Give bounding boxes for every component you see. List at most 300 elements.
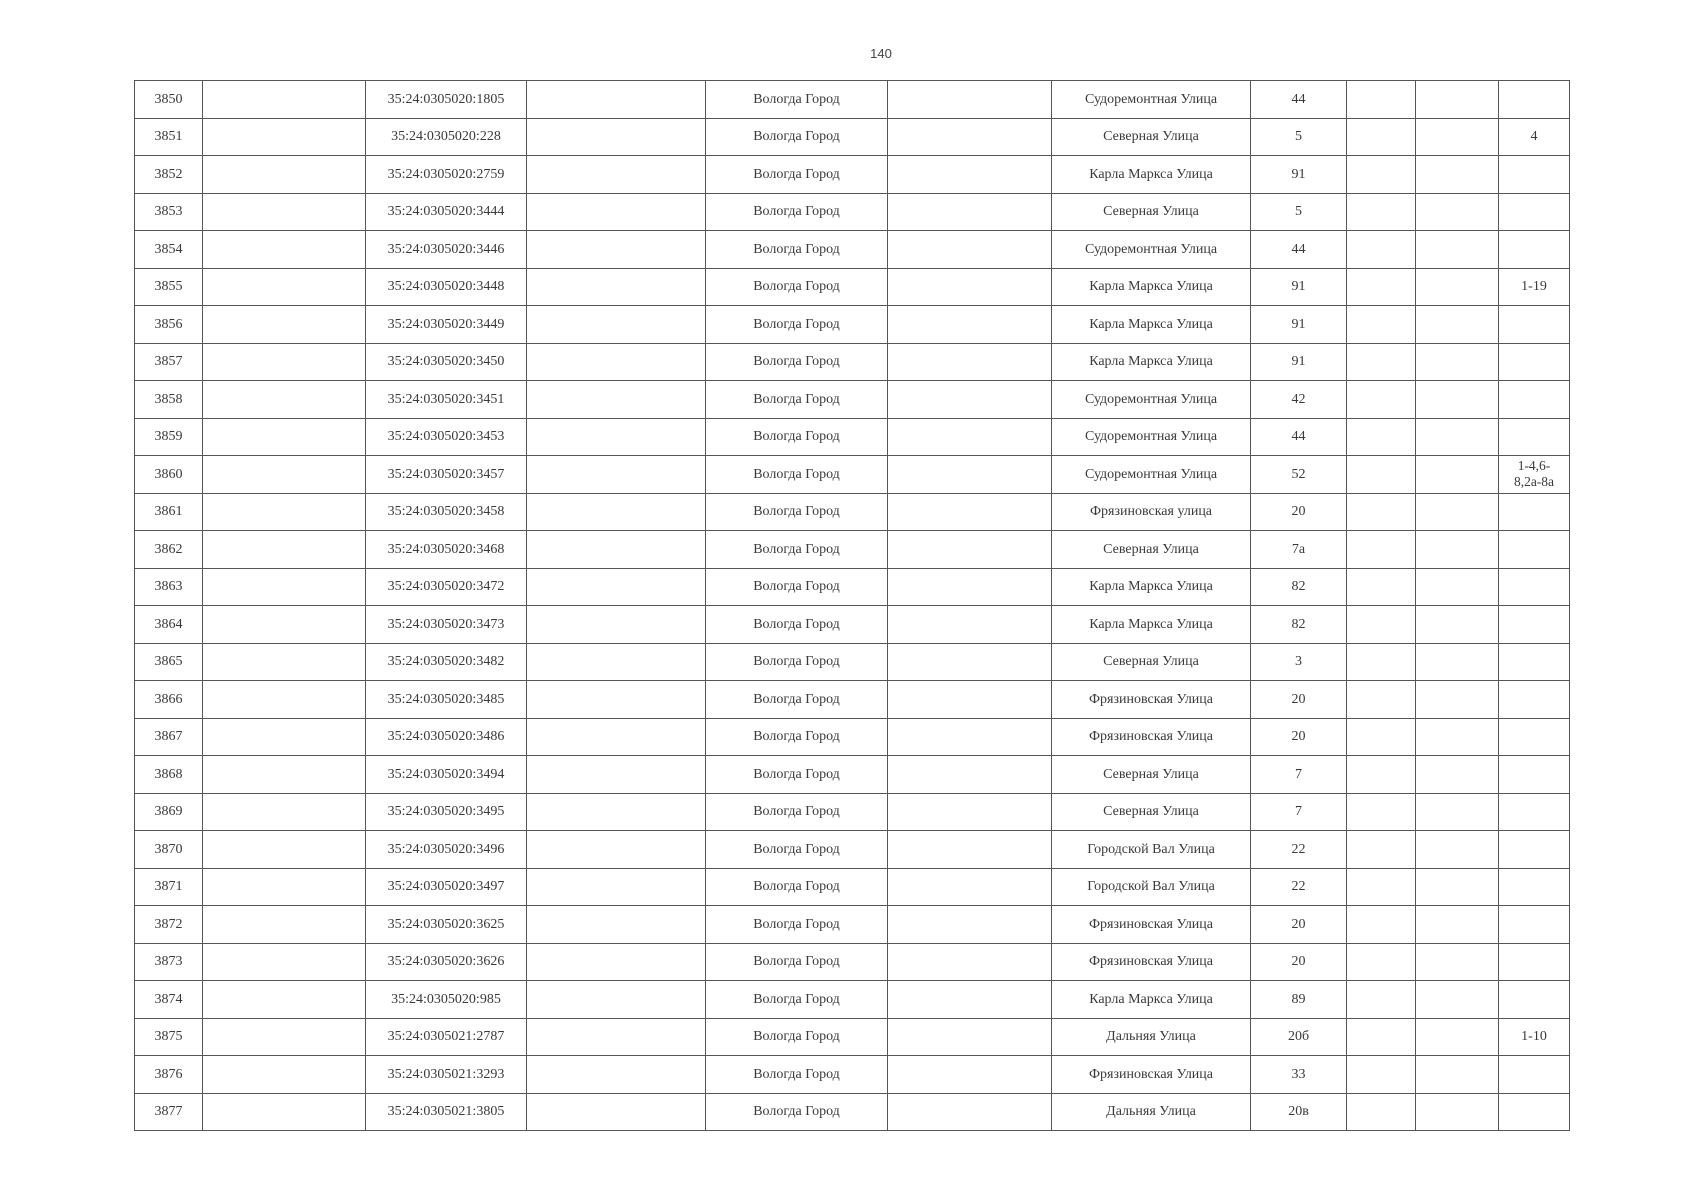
page-number: 140	[870, 46, 892, 61]
empty-cell	[1347, 1018, 1416, 1056]
empty-cell	[888, 306, 1052, 344]
empty-cell	[527, 1018, 706, 1056]
empty-cell	[888, 1056, 1052, 1094]
empty-cell	[1416, 681, 1499, 719]
house-number-cell: 20	[1251, 681, 1347, 719]
empty-cell	[1347, 493, 1416, 531]
city-cell: Вологда Город	[706, 306, 888, 344]
city-cell: Вологда Город	[706, 231, 888, 269]
table-row	[135, 531, 1570, 569]
empty-cell	[203, 568, 366, 606]
city-cell: Вологда Город	[706, 831, 888, 869]
empty-cell	[1347, 231, 1416, 269]
empty-cell	[1416, 906, 1499, 944]
house-number-cell: 44	[1251, 81, 1347, 119]
row-number-cell: 3868	[135, 756, 203, 794]
street-cell: Карла Маркса Улица	[1052, 156, 1251, 194]
street-cell: Городской Вал Улица	[1052, 831, 1251, 869]
house-number-cell: 20	[1251, 493, 1347, 531]
empty-cell	[1416, 81, 1499, 119]
empty-cell	[1347, 268, 1416, 306]
empty-cell	[527, 456, 706, 494]
table-row	[135, 306, 1570, 344]
empty-cell	[888, 268, 1052, 306]
street-cell: Судоремонтная Улица	[1052, 418, 1251, 456]
empty-cell	[527, 493, 706, 531]
empty-cell	[888, 981, 1052, 1019]
street-cell: Фрязиновская Улица	[1052, 906, 1251, 944]
empty-cell	[888, 568, 1052, 606]
street-cell: Карла Маркса Улица	[1052, 343, 1251, 381]
empty-cell	[527, 381, 706, 419]
cadastral-number-cell: 35:24:0305020:3453	[366, 418, 527, 456]
row-number-cell: 3872	[135, 906, 203, 944]
flats-cell	[1499, 1056, 1570, 1094]
street-cell: Дальняя Улица	[1052, 1018, 1251, 1056]
empty-cell	[1347, 756, 1416, 794]
empty-cell	[527, 1056, 706, 1094]
empty-cell	[1416, 868, 1499, 906]
city-cell: Вологда Город	[706, 493, 888, 531]
empty-cell	[203, 493, 366, 531]
empty-cell	[203, 1056, 366, 1094]
city-cell: Вологда Город	[706, 381, 888, 419]
empty-cell	[1347, 606, 1416, 644]
flats-cell	[1499, 418, 1570, 456]
empty-cell	[203, 943, 366, 981]
empty-cell	[1416, 381, 1499, 419]
empty-cell	[1416, 156, 1499, 194]
empty-cell	[1416, 418, 1499, 456]
table-row	[135, 1018, 1570, 1056]
street-cell: Судоремонтная Улица	[1052, 456, 1251, 494]
cadastral-number-cell: 35:24:0305020:3449	[366, 306, 527, 344]
empty-cell	[888, 681, 1052, 719]
row-number-cell: 3863	[135, 568, 203, 606]
empty-cell	[1416, 531, 1499, 569]
table-row	[135, 943, 1570, 981]
empty-cell	[888, 381, 1052, 419]
row-number-cell: 3870	[135, 831, 203, 869]
flats-cell	[1499, 493, 1570, 531]
city-cell: Вологда Город	[706, 943, 888, 981]
empty-cell	[527, 568, 706, 606]
empty-cell	[1416, 756, 1499, 794]
street-cell: Северная Улица	[1052, 793, 1251, 831]
row-number-cell: 3865	[135, 643, 203, 681]
flats-cell	[1499, 831, 1570, 869]
cadastral-number-cell: 35:24:0305020:3482	[366, 643, 527, 681]
empty-cell	[203, 156, 366, 194]
cadastral-number-cell: 35:24:0305020:3472	[366, 568, 527, 606]
empty-cell	[527, 156, 706, 194]
flats-cell	[1499, 643, 1570, 681]
row-number-cell: 3856	[135, 306, 203, 344]
table-row	[135, 681, 1570, 719]
city-cell: Вологда Город	[706, 456, 888, 494]
row-number-cell: 3876	[135, 1056, 203, 1094]
house-number-cell: 20	[1251, 943, 1347, 981]
house-number-cell: 7а	[1251, 531, 1347, 569]
empty-cell	[1347, 718, 1416, 756]
city-cell: Вологда Город	[706, 868, 888, 906]
empty-cell	[203, 793, 366, 831]
empty-cell	[527, 793, 706, 831]
table-body	[135, 81, 1570, 1131]
empty-cell	[527, 268, 706, 306]
cadastral-number-cell: 35:24:0305021:2787	[366, 1018, 527, 1056]
house-number-cell: 44	[1251, 418, 1347, 456]
city-cell: Вологда Город	[706, 981, 888, 1019]
city-cell: Вологда Город	[706, 1093, 888, 1131]
table-row	[135, 456, 1570, 494]
empty-cell	[203, 418, 366, 456]
empty-cell	[1347, 531, 1416, 569]
house-number-cell: 3	[1251, 643, 1347, 681]
cadastral-number-cell: 35:24:0305020:3444	[366, 193, 527, 231]
empty-cell	[527, 306, 706, 344]
street-cell: Судоремонтная Улица	[1052, 231, 1251, 269]
empty-cell	[203, 306, 366, 344]
flats-cell	[1499, 681, 1570, 719]
empty-cell	[527, 868, 706, 906]
flats-cell	[1499, 306, 1570, 344]
city-cell: Вологда Город	[706, 643, 888, 681]
table-row	[135, 493, 1570, 531]
empty-cell	[888, 906, 1052, 944]
empty-cell	[1347, 456, 1416, 494]
table-row	[135, 981, 1570, 1019]
empty-cell	[203, 831, 366, 869]
cadastral-number-cell: 35:24:0305020:3494	[366, 756, 527, 794]
empty-cell	[527, 681, 706, 719]
empty-cell	[203, 643, 366, 681]
empty-cell	[1347, 681, 1416, 719]
flats-cell	[1499, 568, 1570, 606]
empty-cell	[888, 868, 1052, 906]
table-row	[135, 568, 1570, 606]
flats-cell: 1-4,6-8,2а-8а	[1499, 456, 1570, 494]
street-cell: Городской Вал Улица	[1052, 868, 1251, 906]
empty-cell	[1416, 493, 1499, 531]
empty-cell	[888, 1093, 1052, 1131]
row-number-cell: 3866	[135, 681, 203, 719]
house-number-cell: 20	[1251, 906, 1347, 944]
table-row	[135, 868, 1570, 906]
empty-cell	[203, 606, 366, 644]
flats-cell	[1499, 868, 1570, 906]
empty-cell	[1416, 981, 1499, 1019]
empty-cell	[888, 831, 1052, 869]
cadastral-number-cell: 35:24:0305020:3625	[366, 906, 527, 944]
empty-cell	[203, 118, 366, 156]
cadastral-number-cell: 35:24:0305020:3446	[366, 231, 527, 269]
street-cell: Судоремонтная Улица	[1052, 81, 1251, 119]
empty-cell	[888, 156, 1052, 194]
cadastral-number-cell: 35:24:0305020:3486	[366, 718, 527, 756]
row-number-cell: 3873	[135, 943, 203, 981]
city-cell: Вологда Город	[706, 1056, 888, 1094]
house-number-cell: 82	[1251, 606, 1347, 644]
table-row	[135, 718, 1570, 756]
empty-cell	[203, 756, 366, 794]
empty-cell	[1416, 1093, 1499, 1131]
empty-cell	[1347, 156, 1416, 194]
empty-cell	[1347, 568, 1416, 606]
street-cell: Северная Улица	[1052, 118, 1251, 156]
street-cell: Северная Улица	[1052, 193, 1251, 231]
empty-cell	[527, 231, 706, 269]
flats-cell	[1499, 231, 1570, 269]
house-number-cell: 7	[1251, 756, 1347, 794]
row-number-cell: 3855	[135, 268, 203, 306]
table-row	[135, 756, 1570, 794]
flats-cell	[1499, 1093, 1570, 1131]
row-number-cell: 3874	[135, 981, 203, 1019]
street-cell: Дальняя Улица	[1052, 1093, 1251, 1131]
table-row	[135, 156, 1570, 194]
empty-cell	[1416, 1018, 1499, 1056]
empty-cell	[888, 118, 1052, 156]
empty-cell	[888, 718, 1052, 756]
city-cell: Вологда Город	[706, 606, 888, 644]
house-number-cell: 33	[1251, 1056, 1347, 1094]
house-number-cell: 91	[1251, 343, 1347, 381]
street-cell: Северная Улица	[1052, 756, 1251, 794]
empty-cell	[527, 193, 706, 231]
empty-cell	[888, 193, 1052, 231]
cadastral-number-cell: 35:24:0305020:3495	[366, 793, 527, 831]
empty-cell	[203, 1093, 366, 1131]
empty-cell	[203, 681, 366, 719]
empty-cell	[527, 831, 706, 869]
table-row	[135, 831, 1570, 869]
register-table	[134, 80, 1570, 1131]
empty-cell	[203, 906, 366, 944]
flats-cell	[1499, 381, 1570, 419]
empty-cell	[888, 418, 1052, 456]
empty-cell	[888, 606, 1052, 644]
table-row	[135, 606, 1570, 644]
flats-cell	[1499, 906, 1570, 944]
row-number-cell: 3875	[135, 1018, 203, 1056]
empty-cell	[888, 456, 1052, 494]
table-row	[135, 343, 1570, 381]
city-cell: Вологда Город	[706, 793, 888, 831]
empty-cell	[888, 81, 1052, 119]
table-row	[135, 793, 1570, 831]
empty-cell	[527, 531, 706, 569]
cadastral-number-cell: 35:24:0305020:3451	[366, 381, 527, 419]
row-number-cell: 3859	[135, 418, 203, 456]
street-cell: Фрязиновская Улица	[1052, 1056, 1251, 1094]
cadastral-number-cell: 35:24:0305020:3458	[366, 493, 527, 531]
empty-cell	[527, 756, 706, 794]
empty-cell	[888, 643, 1052, 681]
cadastral-number-cell: 35:24:0305020:3485	[366, 681, 527, 719]
street-cell: Фрязиновская Улица	[1052, 943, 1251, 981]
house-number-cell: 22	[1251, 831, 1347, 869]
cadastral-number-cell: 35:24:0305020:3468	[366, 531, 527, 569]
flats-cell	[1499, 981, 1570, 1019]
row-number-cell: 3867	[135, 718, 203, 756]
street-cell: Северная Улица	[1052, 643, 1251, 681]
street-cell: Фрязиновская улица	[1052, 493, 1251, 531]
flats-cell	[1499, 943, 1570, 981]
cadastral-number-cell: 35:24:0305021:3805	[366, 1093, 527, 1131]
empty-cell	[527, 943, 706, 981]
row-number-cell: 3857	[135, 343, 203, 381]
empty-cell	[527, 343, 706, 381]
city-cell: Вологда Город	[706, 681, 888, 719]
empty-cell	[888, 943, 1052, 981]
cadastral-number-cell: 35:24:0305021:3293	[366, 1056, 527, 1094]
street-cell: Карла Маркса Улица	[1052, 568, 1251, 606]
empty-cell	[527, 118, 706, 156]
empty-cell	[1347, 118, 1416, 156]
cadastral-number-cell: 35:24:0305020:1805	[366, 81, 527, 119]
cadastral-number-cell: 35:24:0305020:3457	[366, 456, 527, 494]
empty-cell	[888, 231, 1052, 269]
empty-cell	[1347, 831, 1416, 869]
empty-cell	[1347, 418, 1416, 456]
flats-cell	[1499, 193, 1570, 231]
house-number-cell: 20	[1251, 718, 1347, 756]
empty-cell	[1416, 231, 1499, 269]
empty-cell	[203, 231, 366, 269]
empty-cell	[527, 81, 706, 119]
flats-cell	[1499, 81, 1570, 119]
row-number-cell: 3854	[135, 231, 203, 269]
flats-cell: 1-19	[1499, 268, 1570, 306]
flats-cell	[1499, 718, 1570, 756]
empty-cell	[1347, 1056, 1416, 1094]
house-number-cell: 52	[1251, 456, 1347, 494]
empty-cell	[527, 981, 706, 1019]
house-number-cell: 89	[1251, 981, 1347, 1019]
row-number-cell: 3852	[135, 156, 203, 194]
house-number-cell: 91	[1251, 156, 1347, 194]
table-row	[135, 1093, 1570, 1131]
street-cell: Фрязиновская Улица	[1052, 718, 1251, 756]
street-cell: Карла Маркса Улица	[1052, 306, 1251, 344]
cadastral-number-cell: 35:24:0305020:3448	[366, 268, 527, 306]
row-number-cell: 3850	[135, 81, 203, 119]
empty-cell	[1416, 193, 1499, 231]
house-number-cell: 5	[1251, 118, 1347, 156]
city-cell: Вологда Город	[706, 156, 888, 194]
empty-cell	[888, 531, 1052, 569]
row-number-cell: 3853	[135, 193, 203, 231]
empty-cell	[888, 343, 1052, 381]
empty-cell	[203, 456, 366, 494]
empty-cell	[1416, 568, 1499, 606]
cadastral-number-cell: 35:24:0305020:3450	[366, 343, 527, 381]
street-cell: Карла Маркса Улица	[1052, 268, 1251, 306]
row-number-cell: 3871	[135, 868, 203, 906]
empty-cell	[888, 793, 1052, 831]
city-cell: Вологда Город	[706, 718, 888, 756]
city-cell: Вологда Город	[706, 118, 888, 156]
city-cell: Вологда Город	[706, 268, 888, 306]
empty-cell	[203, 343, 366, 381]
empty-cell	[1416, 718, 1499, 756]
house-number-cell: 20в	[1251, 1093, 1347, 1131]
city-cell: Вологда Город	[706, 81, 888, 119]
empty-cell	[1416, 606, 1499, 644]
empty-cell	[1416, 1056, 1499, 1094]
cadastral-number-cell: 35:24:0305020:228	[366, 118, 527, 156]
city-cell: Вологда Город	[706, 568, 888, 606]
empty-cell	[203, 381, 366, 419]
flats-cell	[1499, 606, 1570, 644]
house-number-cell: 44	[1251, 231, 1347, 269]
row-number-cell: 3877	[135, 1093, 203, 1131]
empty-cell	[203, 981, 366, 1019]
house-number-cell: 7	[1251, 793, 1347, 831]
empty-cell	[1416, 456, 1499, 494]
house-number-cell: 22	[1251, 868, 1347, 906]
table-row	[135, 1056, 1570, 1094]
street-cell: Карла Маркса Улица	[1052, 981, 1251, 1019]
cadastral-number-cell: 35:24:0305020:3626	[366, 943, 527, 981]
flats-cell: 4	[1499, 118, 1570, 156]
house-number-cell: 82	[1251, 568, 1347, 606]
empty-cell	[1416, 343, 1499, 381]
empty-cell	[1347, 193, 1416, 231]
house-number-cell: 5	[1251, 193, 1347, 231]
table-row	[135, 231, 1570, 269]
street-cell: Фрязиновская Улица	[1052, 681, 1251, 719]
table-row	[135, 81, 1570, 119]
empty-cell	[527, 906, 706, 944]
street-cell: Судоремонтная Улица	[1052, 381, 1251, 419]
row-number-cell: 3862	[135, 531, 203, 569]
empty-cell	[203, 531, 366, 569]
empty-cell	[1347, 906, 1416, 944]
empty-cell	[527, 418, 706, 456]
empty-cell	[1347, 943, 1416, 981]
empty-cell	[203, 868, 366, 906]
table-row	[135, 381, 1570, 419]
street-cell: Карла Маркса Улица	[1052, 606, 1251, 644]
flats-cell	[1499, 343, 1570, 381]
street-cell: Северная Улица	[1052, 531, 1251, 569]
empty-cell	[1347, 81, 1416, 119]
empty-cell	[203, 193, 366, 231]
table-row	[135, 906, 1570, 944]
flats-cell	[1499, 756, 1570, 794]
city-cell: Вологда Город	[706, 343, 888, 381]
empty-cell	[527, 1093, 706, 1131]
empty-cell	[1347, 306, 1416, 344]
empty-cell	[527, 718, 706, 756]
city-cell: Вологда Город	[706, 418, 888, 456]
empty-cell	[527, 606, 706, 644]
empty-cell	[888, 756, 1052, 794]
table-row	[135, 268, 1570, 306]
table-row	[135, 418, 1570, 456]
flats-cell	[1499, 156, 1570, 194]
empty-cell	[1416, 831, 1499, 869]
empty-cell	[203, 718, 366, 756]
flats-cell	[1499, 793, 1570, 831]
flats-cell	[1499, 531, 1570, 569]
table-row	[135, 643, 1570, 681]
empty-cell	[1416, 306, 1499, 344]
cadastral-number-cell: 35:24:0305020:3496	[366, 831, 527, 869]
flats-cell: 1-10	[1499, 1018, 1570, 1056]
